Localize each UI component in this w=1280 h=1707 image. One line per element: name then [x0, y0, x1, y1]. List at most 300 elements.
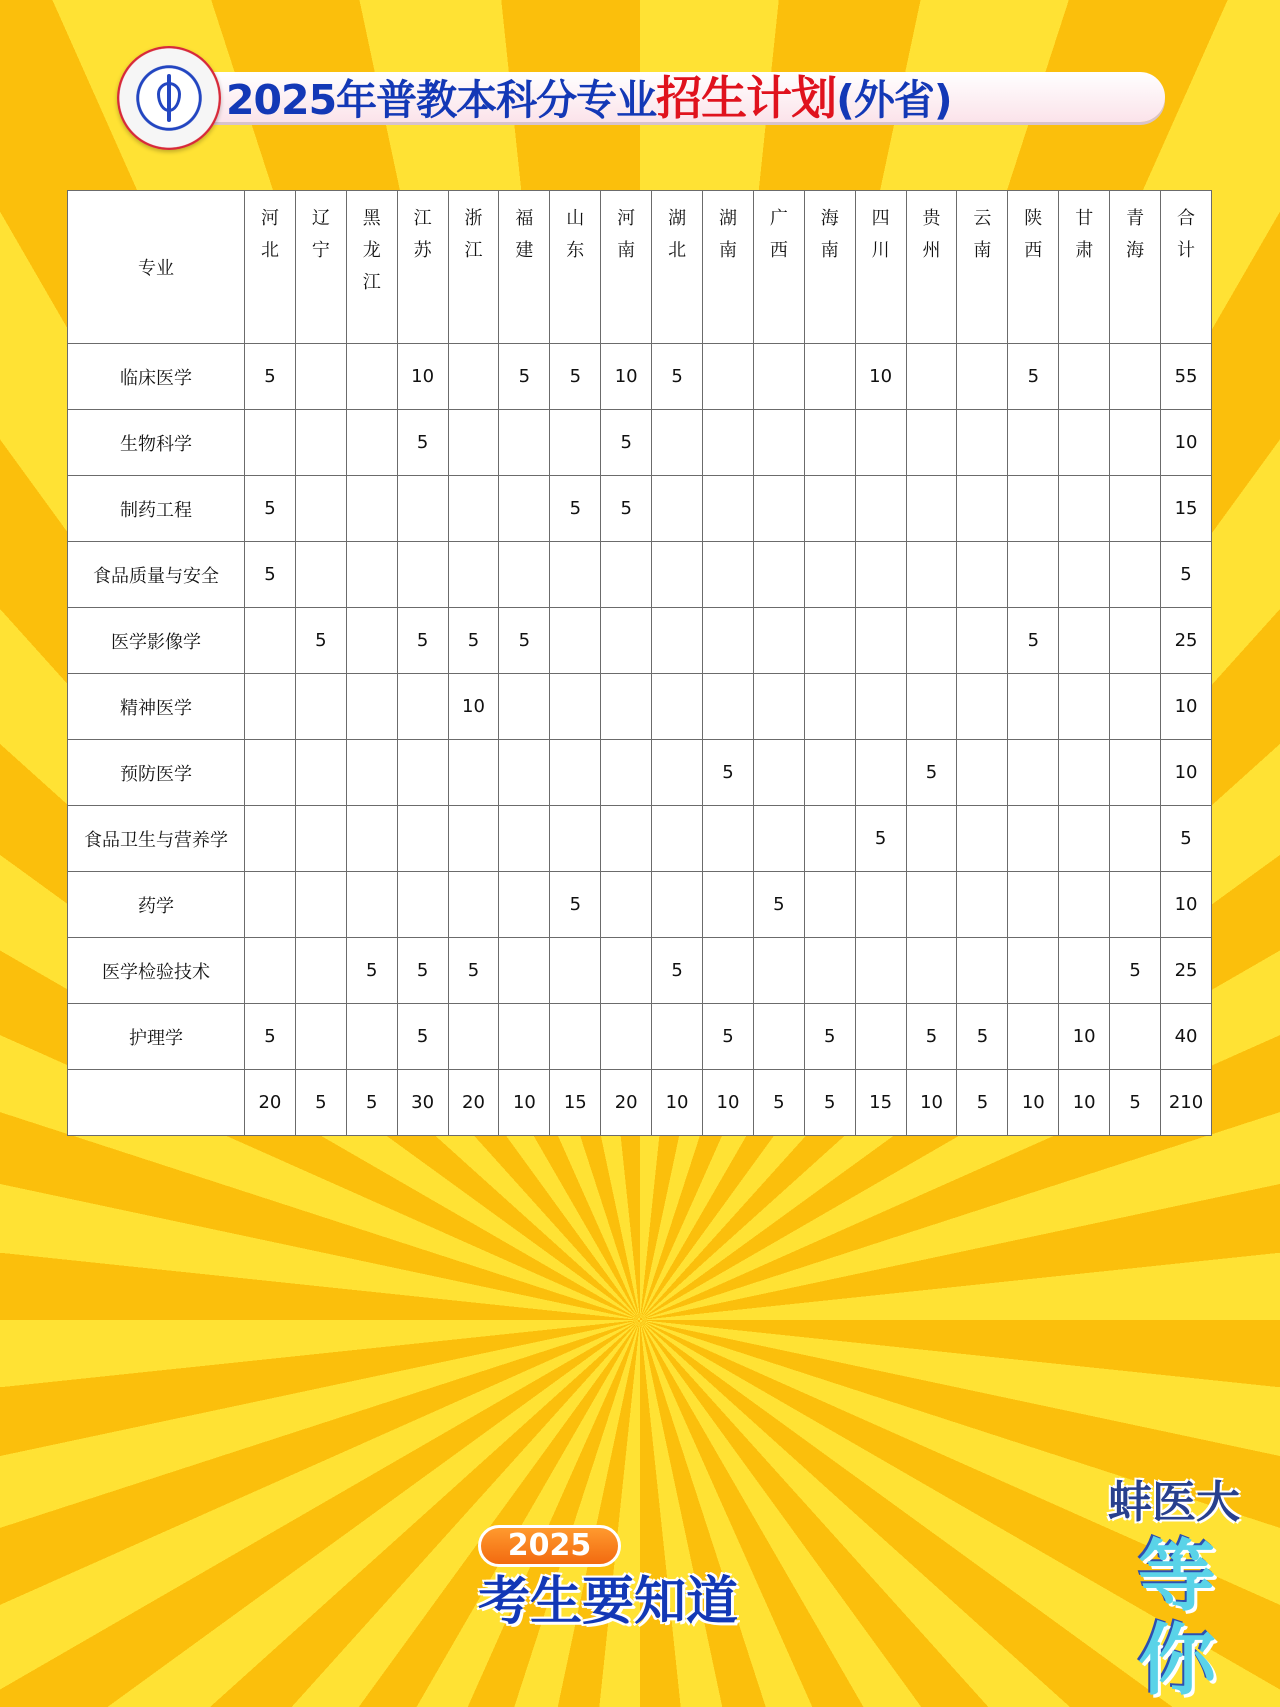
snake-icon [157, 82, 181, 112]
province-column-header [652, 191, 703, 344]
province-header-char: 河 [260, 208, 279, 229]
quota-cell [1059, 410, 1110, 476]
quota-cell [499, 938, 550, 1004]
quota-cell [346, 1004, 397, 1070]
quota-cell [1059, 740, 1110, 806]
quota-cell [1059, 674, 1110, 740]
quota-cell: 5 [499, 608, 550, 674]
quota-cell [906, 476, 957, 542]
quota-cell [703, 476, 754, 542]
quota-cell [346, 872, 397, 938]
quota-cell [499, 674, 550, 740]
province-column-header [346, 191, 397, 344]
quota-cell [804, 872, 855, 938]
quota-cell [499, 1004, 550, 1070]
quota-cell [1110, 674, 1161, 740]
quota-cell [550, 938, 601, 1004]
major-name-cell: 预防医学 [68, 740, 245, 806]
province-column-header [245, 191, 296, 344]
table-row [68, 608, 1212, 674]
quota-cell [1008, 410, 1059, 476]
province-header-char: 南 [718, 240, 737, 261]
quota-cell: 5 [906, 1004, 957, 1070]
province-header-char: 建 [515, 240, 534, 261]
province-header-char: 福 [515, 208, 534, 229]
quota-cell [499, 740, 550, 806]
province-header-char: 苏 [413, 240, 432, 261]
quota-cell [550, 542, 601, 608]
table-row [68, 1070, 1212, 1136]
quota-cell [652, 542, 703, 608]
major-name-cell: 生物科学 [68, 410, 245, 476]
quota-cell [804, 806, 855, 872]
quota-cell [957, 476, 1008, 542]
quota-cell: 5 [1008, 608, 1059, 674]
quota-cell [397, 806, 448, 872]
province-header-char: 北 [260, 240, 279, 261]
quota-cell [346, 344, 397, 410]
quota-cell: 15 [550, 1070, 601, 1136]
quota-cell: 5 [804, 1004, 855, 1070]
quota-cell [652, 1004, 703, 1070]
quota-cell [295, 410, 346, 476]
quota-cell [550, 806, 601, 872]
quota-cell [346, 410, 397, 476]
quota-cell [295, 1004, 346, 1070]
province-column-header [1161, 191, 1212, 344]
quota-cell [703, 410, 754, 476]
quota-cell [1059, 806, 1110, 872]
quota-cell [1059, 476, 1110, 542]
quota-cell [855, 542, 906, 608]
quota-cell [499, 542, 550, 608]
total-cell: 5 [1161, 806, 1212, 872]
quota-cell: 5 [448, 608, 499, 674]
quota-cell [550, 608, 601, 674]
quota-cell [906, 806, 957, 872]
province-header-char: 云 [973, 208, 992, 229]
quota-cell: 5 [295, 608, 346, 674]
quota-cell: 5 [703, 1004, 754, 1070]
quota-cell: 5 [957, 1004, 1008, 1070]
quota-cell [448, 806, 499, 872]
quota-cell [295, 872, 346, 938]
quota-cell [753, 476, 804, 542]
quota-cell [753, 542, 804, 608]
quota-cell: 5 [550, 476, 601, 542]
quota-cell: 20 [448, 1070, 499, 1136]
major-name-cell: 食品卫生与营养学 [68, 806, 245, 872]
province-column-header [448, 191, 499, 344]
province-column-header [550, 191, 601, 344]
province-column-header [804, 191, 855, 344]
province-header-char: 南 [617, 240, 636, 261]
quota-cell [906, 938, 957, 1004]
quota-cell [601, 608, 652, 674]
table-row [68, 806, 1212, 872]
quota-cell [703, 938, 754, 1004]
table-row [68, 872, 1212, 938]
quota-cell [346, 542, 397, 608]
table-row [68, 740, 1212, 806]
quota-cell [499, 476, 550, 542]
total-cell: 10 [1161, 872, 1212, 938]
quota-cell [550, 740, 601, 806]
quota-cell: 5 [804, 1070, 855, 1136]
quota-cell [295, 476, 346, 542]
slogan-char: 等 [1138, 1532, 1217, 1622]
quota-cell [295, 740, 346, 806]
province-header-char: 州 [922, 240, 941, 261]
province-header-char: 陕 [1024, 208, 1043, 229]
quota-cell [397, 674, 448, 740]
quota-cell [499, 806, 550, 872]
major-column-header: 专业 [68, 191, 245, 344]
quota-cell [1008, 938, 1059, 1004]
quota-cell: 10 [499, 1070, 550, 1136]
quota-cell: 10 [601, 344, 652, 410]
quota-cell [1059, 938, 1110, 1004]
quota-cell [448, 872, 499, 938]
province-header-char: 浙 [464, 208, 483, 229]
province-column-header [855, 191, 906, 344]
province-header-char: 西 [769, 240, 788, 261]
major-name-cell: 临床医学 [68, 344, 245, 410]
quota-cell [346, 674, 397, 740]
province-header-char: 东 [566, 240, 585, 261]
quota-cell [753, 740, 804, 806]
quota-cell [906, 344, 957, 410]
province-column-header [1110, 191, 1161, 344]
quota-cell [804, 740, 855, 806]
quota-cell [295, 674, 346, 740]
total-cell: 55 [1161, 344, 1212, 410]
table-row [68, 410, 1212, 476]
quota-cell: 10 [1059, 1070, 1110, 1136]
quota-cell [346, 608, 397, 674]
quota-cell [448, 740, 499, 806]
total-cell: 5 [1161, 542, 1212, 608]
quota-cell: 10 [1059, 1004, 1110, 1070]
table-row [68, 344, 1212, 410]
quota-cell: 5 [753, 872, 804, 938]
quota-cell [397, 740, 448, 806]
quota-cell: 5 [906, 740, 957, 806]
major-name-cell: 食品质量与安全 [68, 542, 245, 608]
quota-cell: 20 [601, 1070, 652, 1136]
quota-cell [957, 344, 1008, 410]
quota-cell [1110, 344, 1161, 410]
quota-cell: 5 [855, 806, 906, 872]
quota-cell [855, 740, 906, 806]
quota-cell [601, 740, 652, 806]
province-header-char: 海 [820, 208, 839, 229]
quota-cell [448, 542, 499, 608]
province-column-header [601, 191, 652, 344]
province-column-header [397, 191, 448, 344]
province-header-char: 龙 [362, 240, 381, 261]
quota-cell [652, 674, 703, 740]
quota-cell [703, 806, 754, 872]
quota-cell: 5 [346, 1070, 397, 1136]
province-header-char: 南 [973, 240, 992, 261]
province-header-char: 西 [1024, 240, 1043, 261]
quota-cell: 10 [652, 1070, 703, 1136]
province-column-header [1059, 191, 1110, 344]
quota-cell: 5 [245, 542, 296, 608]
quota-cell [601, 806, 652, 872]
province-column-header [753, 191, 804, 344]
quota-cell [448, 410, 499, 476]
quota-cell [652, 608, 703, 674]
quota-cell [804, 938, 855, 1004]
quota-cell [245, 938, 296, 1004]
quota-cell [753, 410, 804, 476]
province-header-char: 江 [413, 208, 432, 229]
quota-cell [601, 872, 652, 938]
quota-cell [855, 608, 906, 674]
quota-cell [601, 938, 652, 1004]
quota-cell: 5 [550, 872, 601, 938]
quota-cell [703, 344, 754, 410]
quota-cell [295, 344, 346, 410]
quota-cell: 5 [397, 608, 448, 674]
quota-cell [1008, 1004, 1059, 1070]
quota-cell: 15 [855, 1070, 906, 1136]
province-header-char: 合 [1177, 208, 1196, 229]
page-title [226, 70, 952, 126]
quota-cell: 20 [245, 1070, 296, 1136]
quota-cell [906, 410, 957, 476]
quota-cell [703, 872, 754, 938]
quota-cell [957, 872, 1008, 938]
quota-cell [855, 1004, 906, 1070]
quota-cell [346, 476, 397, 542]
quota-cell: 5 [346, 938, 397, 1004]
quota-cell [397, 542, 448, 608]
quota-cell [703, 542, 754, 608]
major-name-cell [68, 1070, 245, 1136]
quota-cell [601, 674, 652, 740]
table-row [68, 938, 1212, 1004]
title-part-2: 招生计划 [656, 71, 837, 125]
province-header-char: 江 [362, 272, 381, 293]
quota-cell [957, 740, 1008, 806]
quota-cell [448, 476, 499, 542]
quota-cell [1110, 476, 1161, 542]
table-body [68, 344, 1212, 1136]
quota-cell [550, 674, 601, 740]
quota-cell [1110, 410, 1161, 476]
quota-cell [1110, 806, 1161, 872]
province-column-header [295, 191, 346, 344]
quota-cell [753, 674, 804, 740]
quota-cell [448, 344, 499, 410]
side-brand-slogan [1138, 1532, 1228, 1706]
table-row [68, 1004, 1212, 1070]
quota-cell [245, 806, 296, 872]
quota-cell [906, 872, 957, 938]
quota-cell [753, 344, 804, 410]
quota-cell [346, 806, 397, 872]
quota-cell [1059, 542, 1110, 608]
quota-cell: 5 [245, 476, 296, 542]
quota-cell [550, 1004, 601, 1070]
quota-cell [1008, 806, 1059, 872]
province-column-header [703, 191, 754, 344]
quota-cell [652, 476, 703, 542]
quota-cell [1008, 674, 1059, 740]
quota-cell: 5 [601, 476, 652, 542]
year-badge: 2025 [478, 1525, 621, 1567]
quota-cell [1008, 476, 1059, 542]
quota-cell [804, 674, 855, 740]
quota-cell [957, 410, 1008, 476]
quota-cell [753, 608, 804, 674]
quota-cell [245, 872, 296, 938]
quota-cell [1059, 608, 1110, 674]
quota-cell [957, 806, 1008, 872]
quota-cell: 5 [397, 410, 448, 476]
quota-cell [652, 740, 703, 806]
quota-cell [652, 872, 703, 938]
quota-cell [295, 806, 346, 872]
quota-cell: 10 [906, 1070, 957, 1136]
province-header-char: 河 [617, 208, 636, 229]
quota-cell [245, 608, 296, 674]
quota-cell [855, 872, 906, 938]
quota-cell [804, 476, 855, 542]
quota-cell [295, 542, 346, 608]
province-header-char: 湖 [718, 208, 737, 229]
quota-cell [753, 806, 804, 872]
quota-cell: 5 [295, 1070, 346, 1136]
province-header-char: 湖 [668, 208, 687, 229]
quota-cell [855, 476, 906, 542]
table-row [68, 674, 1212, 740]
province-header-char: 宁 [311, 240, 330, 261]
table-row [68, 542, 1212, 608]
quota-cell: 5 [957, 1070, 1008, 1136]
province-column-header [1008, 191, 1059, 344]
quota-cell: 5 [652, 344, 703, 410]
quota-cell [753, 1004, 804, 1070]
quota-cell [499, 410, 550, 476]
quota-cell: 5 [499, 344, 550, 410]
quota-cell: 5 [753, 1070, 804, 1136]
quota-cell: 5 [601, 410, 652, 476]
quota-cell: 5 [1110, 1070, 1161, 1136]
quota-cell [1059, 872, 1110, 938]
major-name-cell: 药学 [68, 872, 245, 938]
quota-cell [499, 872, 550, 938]
quota-cell [652, 410, 703, 476]
quota-cell: 5 [448, 938, 499, 1004]
province-header-char: 广 [769, 208, 788, 229]
quota-cell [804, 410, 855, 476]
total-cell: 25 [1161, 608, 1212, 674]
slogan-char: 你 [1138, 1616, 1217, 1706]
quota-cell [245, 674, 296, 740]
quota-cell: 5 [397, 938, 448, 1004]
quota-cell [906, 542, 957, 608]
quota-cell [601, 542, 652, 608]
quota-cell [957, 608, 1008, 674]
total-cell: 40 [1161, 1004, 1212, 1070]
province-header-char: 青 [1126, 208, 1145, 229]
quota-cell: 5 [703, 740, 754, 806]
quota-cell [906, 674, 957, 740]
quota-cell [753, 938, 804, 1004]
quota-cell [804, 344, 855, 410]
province-header-char: 辽 [311, 208, 330, 229]
enrollment-plan-table [67, 190, 1212, 1136]
quota-cell [397, 872, 448, 938]
total-cell: 10 [1161, 740, 1212, 806]
province-column-header [906, 191, 957, 344]
province-header-char: 四 [871, 208, 890, 229]
quota-cell [1008, 740, 1059, 806]
quota-cell: 5 [245, 344, 296, 410]
province-header-char: 川 [871, 240, 890, 261]
quota-cell: 5 [652, 938, 703, 1004]
title-part-1: 2025年普教本科分专业 [226, 76, 657, 124]
province-header-char: 山 [566, 208, 585, 229]
province-header-char: 北 [668, 240, 687, 261]
major-name-cell: 护理学 [68, 1004, 245, 1070]
quota-cell [601, 1004, 652, 1070]
quota-cell [906, 608, 957, 674]
province-header-char: 甘 [1075, 208, 1094, 229]
quota-cell: 10 [448, 674, 499, 740]
total-cell: 25 [1161, 938, 1212, 1004]
title-part-3: (外省) [836, 76, 952, 124]
quota-cell [957, 542, 1008, 608]
quota-cell [957, 674, 1008, 740]
quota-cell [957, 938, 1008, 1004]
total-cell: 10 [1161, 674, 1212, 740]
quota-cell [448, 1004, 499, 1070]
quota-cell: 30 [397, 1070, 448, 1136]
quota-cell [397, 476, 448, 542]
quota-cell [855, 938, 906, 1004]
major-name-cell: 制药工程 [68, 476, 245, 542]
quota-cell [245, 740, 296, 806]
quota-cell: 10 [397, 344, 448, 410]
province-header-char: 南 [820, 240, 839, 261]
quota-cell: 5 [245, 1004, 296, 1070]
quota-cell [295, 938, 346, 1004]
province-header-char: 计 [1177, 240, 1196, 261]
quota-cell [703, 674, 754, 740]
quota-cell [346, 740, 397, 806]
quota-cell [1110, 608, 1161, 674]
quota-cell [804, 542, 855, 608]
quota-cell: 5 [397, 1004, 448, 1070]
quota-cell [550, 410, 601, 476]
province-column-header [499, 191, 550, 344]
quota-cell [245, 410, 296, 476]
quota-cell: 5 [1008, 344, 1059, 410]
major-name-cell: 精神医学 [68, 674, 245, 740]
table-row [68, 476, 1212, 542]
province-header-char: 海 [1126, 240, 1145, 261]
province-header-char: 江 [464, 240, 483, 261]
badge-slogan: 考生要知道 [478, 1572, 739, 1632]
province-header-char: 肃 [1075, 240, 1094, 261]
side-brand-name: 蚌医大 [1108, 1477, 1240, 1528]
quota-cell: 5 [1110, 938, 1161, 1004]
